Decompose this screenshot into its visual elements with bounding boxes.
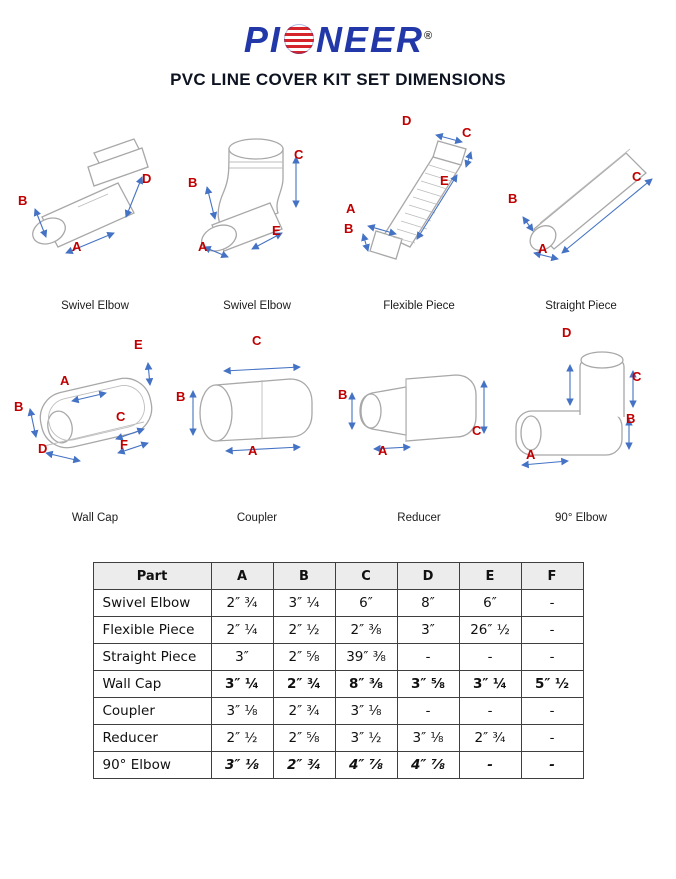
diagram-caption: 90° Elbow [555, 512, 607, 524]
diagram-swivel-elbow-2 [176, 112, 338, 314]
table-cell: - [459, 644, 521, 671]
dim-label: C [472, 423, 482, 438]
table-cell: 2″ ½ [211, 725, 273, 752]
dim-label: A [198, 239, 208, 254]
dim-label: D [562, 325, 572, 340]
table-cell: 3″ ⅛ [211, 698, 273, 725]
table-header-b: B [273, 563, 335, 590]
table-row [93, 671, 583, 698]
dim-label: A [72, 239, 82, 254]
part-name-cell: Coupler [93, 698, 211, 725]
table-cell: 2″ ¼ [211, 617, 273, 644]
dim-label: B [338, 387, 348, 402]
diagram-swivel-elbow-1 [14, 112, 176, 314]
diagram-90-elbow [500, 324, 662, 526]
part-name-cell: Swivel Elbow [93, 590, 211, 617]
dim-label: A [346, 201, 356, 216]
part-name-cell: Wall Cap [93, 671, 211, 698]
swivel-elbow-1-drawing [20, 112, 170, 284]
table-row [93, 617, 583, 644]
dim-label: A [248, 443, 258, 458]
dim-label: B [14, 399, 24, 414]
diagram-straight-piece [500, 112, 662, 314]
diagrams-grid [14, 112, 662, 526]
table-header-d: D [397, 563, 459, 590]
table-header-part: Part [93, 563, 211, 590]
table-cell: 5″ ½ [521, 671, 583, 698]
dim-label: A [60, 373, 70, 388]
dim-label: C [632, 369, 642, 384]
dim-label: D [142, 171, 152, 186]
table-cell: 3″ ¼ [273, 590, 335, 617]
table-cell: 3″ ⅛ [397, 725, 459, 752]
table-cell: - [521, 752, 583, 779]
diagram-caption: Flexible Piece [383, 300, 455, 312]
table-cell: 6″ [459, 590, 521, 617]
table-cell: 3″ [211, 644, 273, 671]
dim-label: A [526, 447, 536, 462]
table-cell: 4″ ⅞ [335, 752, 397, 779]
table-header-c: C [335, 563, 397, 590]
table-cell: 2″ ¾ [211, 590, 273, 617]
dim-label: F [120, 437, 128, 452]
pioneer-logo [0, 0, 676, 58]
table-cell: 26″ ½ [459, 617, 521, 644]
straight-piece-drawing [506, 112, 656, 284]
table-cell: 3″ ⅛ [335, 698, 397, 725]
reducer-drawing [344, 324, 494, 496]
table-cell: 2″ ⅝ [273, 725, 335, 752]
dim-label: A [538, 241, 548, 256]
table-cell: - [459, 752, 521, 779]
90-elbow-drawing [506, 324, 656, 496]
diagram-caption: Straight Piece [545, 300, 617, 312]
table-row [93, 644, 583, 671]
table-row [93, 698, 583, 725]
page-title: PVC LINE COVER KIT SET DIMENSIONS [170, 70, 506, 89]
diagram-flexible-piece [338, 112, 500, 314]
table-cell: - [521, 725, 583, 752]
table-cell: 2″ ⅜ [335, 617, 397, 644]
table-cell: - [521, 644, 583, 671]
table-cell: 6″ [335, 590, 397, 617]
table-header-e: E [459, 563, 521, 590]
dim-label: C [632, 169, 642, 184]
logo-text-left: PI [243, 19, 282, 60]
table-cell: 39″ ⅜ [335, 644, 397, 671]
dim-label: C [116, 409, 126, 424]
dim-label: B [508, 191, 518, 206]
table-cell: - [521, 698, 583, 725]
diagram-caption: Swivel Elbow [61, 300, 129, 312]
table-cell: - [397, 644, 459, 671]
diagram-caption: Wall Cap [71, 512, 119, 524]
table-cell: 2″ ¾ [273, 671, 335, 698]
table-row [93, 725, 583, 752]
coupler-drawing [182, 324, 332, 496]
table-row [93, 752, 583, 779]
dim-label: E [272, 223, 281, 238]
diagram-caption: Coupler [236, 512, 278, 524]
diagram-coupler [176, 324, 338, 526]
dim-label: E [134, 337, 143, 352]
table-cell: 3″ ¼ [459, 671, 521, 698]
table-cell: - [459, 698, 521, 725]
table-cell: 3″ [397, 617, 459, 644]
diagram-wall-cap [14, 324, 176, 526]
table-cell: 2″ ¾ [273, 752, 335, 779]
table-cell: - [397, 698, 459, 725]
table-cell: - [521, 617, 583, 644]
dim-label: D [402, 113, 412, 128]
table-cell: 3″ ½ [335, 725, 397, 752]
dim-label: B [344, 221, 354, 236]
diagram-caption: Swivel Elbow [223, 300, 291, 312]
registered-mark: ® [423, 30, 433, 42]
flexible-piece-drawing [344, 112, 494, 284]
table-cell: 3″ ¼ [211, 671, 273, 698]
table-cell: 4″ ⅞ [397, 752, 459, 779]
wall-cap-drawing [20, 324, 170, 496]
part-name-cell: 90° Elbow [93, 752, 211, 779]
table-cell: - [521, 590, 583, 617]
table-cell: 3″ ⅝ [397, 671, 459, 698]
table-header-row [93, 563, 583, 590]
dim-label: C [294, 147, 304, 162]
dim-label: B [626, 411, 636, 426]
dim-label: B [188, 175, 198, 190]
dim-label: C [252, 333, 262, 348]
part-name-cell: Flexible Piece [93, 617, 211, 644]
diagram-reducer [338, 324, 500, 526]
dim-label: D [38, 441, 48, 456]
part-name-cell: Reducer [93, 725, 211, 752]
table-cell: 8″ [397, 590, 459, 617]
dim-label: C [462, 125, 472, 140]
table-cell: 2″ ¾ [273, 698, 335, 725]
part-name-cell: Straight Piece [93, 644, 211, 671]
table-cell: 2″ ¾ [459, 725, 521, 752]
diagram-caption: Reducer [397, 512, 441, 524]
table-cell: 2″ ⅝ [273, 644, 335, 671]
dimensions-table [93, 562, 584, 779]
swivel-elbow-2-drawing [182, 112, 332, 284]
table-header-f: F [521, 563, 583, 590]
table-cell: 8″ ⅜ [335, 671, 397, 698]
dim-label: E [440, 173, 449, 188]
table-header-a: A [211, 563, 273, 590]
dim-label: A [378, 443, 388, 458]
table-row [93, 590, 583, 617]
logo-text-right: NEER [315, 19, 424, 60]
dim-label: B [176, 389, 186, 404]
table-cell: 2″ ½ [273, 617, 335, 644]
pioneer-striped-o-icon [284, 24, 314, 54]
dim-label: B [18, 193, 28, 208]
table-cell: 3″ ⅛ [211, 752, 273, 779]
